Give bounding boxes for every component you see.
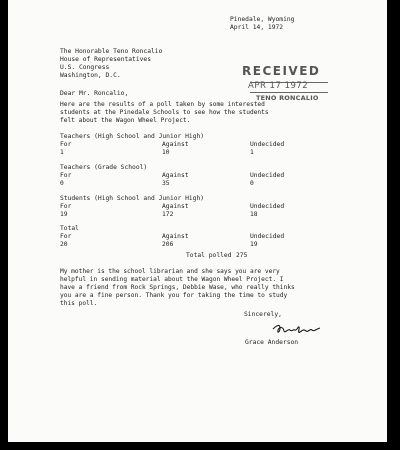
recipient-line-3: U.S. Congress bbox=[60, 64, 110, 71]
against-label: Against bbox=[162, 203, 189, 210]
stamp-date: APR 17 1972 bbox=[248, 81, 309, 91]
for-label: For bbox=[60, 233, 72, 240]
salutation: Dear Mr. Roncalio, bbox=[60, 90, 129, 97]
undecided-label: Undecided bbox=[250, 172, 285, 179]
stamp-name: TENO RONCALIO bbox=[256, 94, 319, 102]
undecided-value: 19 bbox=[250, 241, 258, 248]
for-value: 20 bbox=[60, 241, 68, 248]
undecided-label: Undecided bbox=[250, 203, 285, 210]
against-label: Against bbox=[162, 233, 189, 240]
recipient-line-2: House of Representatives bbox=[60, 56, 151, 63]
undecided-label: Undecided bbox=[250, 141, 285, 148]
intro-paragraph: Here are the results of a poll taken by some interested students at the Pinedale Schools to see how the students felt about the Wagon Wheel Project. bbox=[60, 101, 269, 124]
closing-paragraph: My mother is the school librarian and she says you are very helpful in sending material about the Wagon Wheel Project. I have a friend from Rock Springs, Debbie Wase, who really thinks you are a fine person. Thank you for taking the time to study this poll. bbox=[60, 268, 295, 307]
against-value: 35 bbox=[162, 180, 170, 187]
for-label: For bbox=[60, 203, 72, 210]
signer-name: Grace Anderson bbox=[245, 339, 299, 346]
letter-page bbox=[8, 0, 387, 442]
letter-date: April 14, 1972 bbox=[230, 24, 284, 31]
against-value: 172 bbox=[162, 211, 174, 218]
undecided-value: 1 bbox=[250, 149, 254, 156]
handwritten-signature bbox=[271, 320, 323, 340]
undecided-label: Undecided bbox=[250, 233, 285, 240]
for-value: 1 bbox=[60, 149, 64, 156]
total-polled-value: 275 bbox=[236, 252, 248, 259]
undecided-value: 18 bbox=[250, 211, 258, 218]
stamp-received-text: RECEIVED bbox=[242, 64, 321, 78]
group-title: Students (High School and Junior High) bbox=[60, 195, 205, 202]
letter-city: Pinedale, Wyoming bbox=[230, 16, 295, 23]
against-label: Against bbox=[162, 141, 189, 148]
recipient-line-1: The Honorable Teno Roncalio bbox=[60, 48, 163, 55]
group-title: Teachers (Grade School) bbox=[60, 164, 148, 171]
undecided-value: 0 bbox=[250, 180, 254, 187]
closing: Sincerely, bbox=[244, 311, 282, 318]
against-value: 10 bbox=[162, 149, 170, 156]
group-title: Teachers (High School and Junior High) bbox=[60, 133, 205, 140]
for-label: For bbox=[60, 172, 72, 179]
against-value: 206 bbox=[162, 241, 174, 248]
recipient-line-4: Washington, D.C. bbox=[60, 72, 121, 79]
group-title: Total bbox=[60, 225, 79, 232]
total-polled-label: Total polled bbox=[186, 252, 232, 259]
for-label: For bbox=[60, 141, 72, 148]
for-value: 19 bbox=[60, 211, 68, 218]
for-value: 0 bbox=[60, 180, 64, 187]
against-label: Against bbox=[162, 172, 189, 179]
